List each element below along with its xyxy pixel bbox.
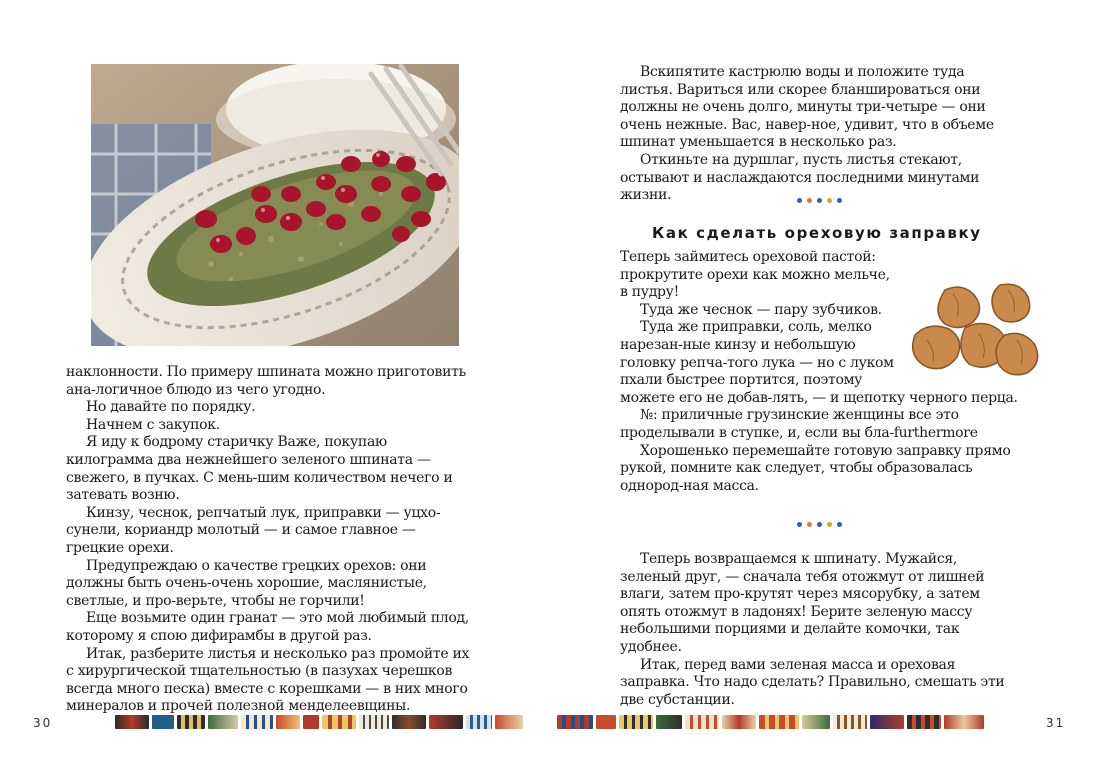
ornament-tile xyxy=(466,715,492,729)
section-heading: Как сделать ореховую заправку xyxy=(652,224,982,242)
ornament-tile xyxy=(596,715,616,729)
ornament-tile xyxy=(802,715,830,729)
ornament-tile xyxy=(759,715,799,729)
footer-ornament-left xyxy=(115,715,535,731)
dish-photo xyxy=(91,64,459,346)
ornament-tile xyxy=(303,715,319,729)
ornament-tile xyxy=(722,715,756,729)
right-paragraph: Откиньте на дуршлаг, пусть листья стекают, остывают и наслаждаются последними минутами жизни. xyxy=(620,151,980,204)
ornament-tile xyxy=(115,715,149,729)
page-number-right: 31 xyxy=(1046,716,1066,730)
left-paragraph: Но давайте по порядку. xyxy=(86,399,256,416)
right-paragraph: Теперь займитесь ореховой пастой: прокрутите орехи как можно мельче, в пудру! xyxy=(620,249,890,301)
divider-dot xyxy=(807,198,812,203)
left-page-text xyxy=(66,364,474,716)
ornament-tile xyxy=(907,715,941,729)
dish-photo-svg xyxy=(91,64,459,346)
footer-ornament-right xyxy=(557,715,985,731)
divider-dot xyxy=(837,198,842,203)
right-paragraph: Вскипятите кастрюлю воды и положите туда листья. Вариться или скорее бланшироваться они должны не очень долго, минуты три-четыре — они очень нежные. Вас, навер-ное, удивит, что в объеме шпинат уменьшается в несколько раз. xyxy=(620,64,994,151)
right-paragraph: Теперь возвращаемся к шпинату. Мужайся, зеленый друг, — сначала тебя отожмут от лишней влаги, затем про-крутят через мясорубку, а затем опять отожмут в ладонях! Берите зеленую массу небольшими порциями и делайте комочки, так удобнее. xyxy=(620,551,985,655)
right-page-top-text xyxy=(620,64,1020,205)
divider-dot xyxy=(827,522,832,527)
walnut-svg xyxy=(905,280,1050,390)
page-number-left: 30 xyxy=(33,716,53,730)
divider-dot xyxy=(807,522,812,527)
ornament-tile xyxy=(557,715,593,729)
divider-dot xyxy=(827,198,832,203)
ornament-tile xyxy=(833,715,867,729)
divider-dot xyxy=(797,522,802,527)
ornament-tile xyxy=(208,715,238,729)
divider-dot xyxy=(817,198,822,203)
ornament-tile xyxy=(152,715,174,729)
ornament-tile xyxy=(870,715,904,729)
right-paragraph: Хорошенько перемешайте готовую заправку прямо рукой, помните как следует, чтобы образовалась однород-ная масса. xyxy=(620,442,1011,494)
ornament-tile xyxy=(429,715,463,729)
right-paragraph: Итак, перед вами зеленая масса и ореховая заправка. Что надо сделать? Правильно, смешать эти две субстанции. xyxy=(620,656,1005,708)
ornament-tile xyxy=(177,715,205,729)
left-paragraph: Предупреждаю о качестве грецких орехов: они должны быть очень-очень хорошие, маслянистые, светлые, и про-верьте, чтобы не горчили! xyxy=(66,557,427,609)
left-paragraph: Итак, разберите листья и несколько раз промойте их с хирургической тщательностью (в пазухах черешков всегда много песка) вместе с корешками — в них много минералов и прочей полезной менделеевщины. xyxy=(66,645,470,715)
divider-dot xyxy=(797,198,802,203)
left-paragraph: Начнем с закупок. xyxy=(86,416,220,433)
ornament-tile xyxy=(241,715,273,729)
left-paragraph: Еще возьмите один гранат — это мой любимый плод, которому я спою дифирамбы в другой раз. xyxy=(66,610,469,644)
right-paragraph: №: приличные грузинские женщины все это проделывали в ступке, и, если вы бла-furthermore xyxy=(620,407,978,441)
left-paragraph: Я иду к бодрому старичку Важе, покупаю килограмма два нежнейшего зеленого шпината — свежего, в пучках. С мень-шим количеством нечего и затевать возню. xyxy=(66,434,453,504)
ornament-tile xyxy=(619,715,653,729)
ornament-tile xyxy=(359,715,389,729)
left-paragraph: наклонности. По примеру шпината можно приготовить ана-логичное блюдо из чего угодно. xyxy=(66,364,466,398)
left-paragraph: Кинзу, чеснок, репчатый лук, приправки — уцхо-сунели, кориандр молотый — и самое главное — грецкие орехи. xyxy=(66,504,441,556)
divider-dot xyxy=(817,522,822,527)
right-paragraph: Туда же чеснок — пару зубчиков. xyxy=(640,301,882,318)
ornament-tile xyxy=(656,715,682,729)
ornament-tile xyxy=(276,715,300,729)
right-paragraph: Туда же приправки, соль, мелко нарезан-ные кинзу и небольшую головку репча-того лука — но с луком пхали быстрее портится, поэтому можете его не добав-лять, — и щепотку черного перца. xyxy=(620,319,1018,406)
section-divider-dots xyxy=(797,198,842,203)
ornament-tile xyxy=(322,715,356,729)
ornament-tile xyxy=(685,715,719,729)
walnut-illustration xyxy=(905,280,1050,390)
ornament-tile xyxy=(495,715,523,729)
section-divider-dots xyxy=(797,522,842,527)
right-page-bottom-text xyxy=(620,551,1020,709)
divider-dot xyxy=(837,522,842,527)
ornament-tile xyxy=(392,715,426,729)
ornament-tile xyxy=(944,715,984,729)
